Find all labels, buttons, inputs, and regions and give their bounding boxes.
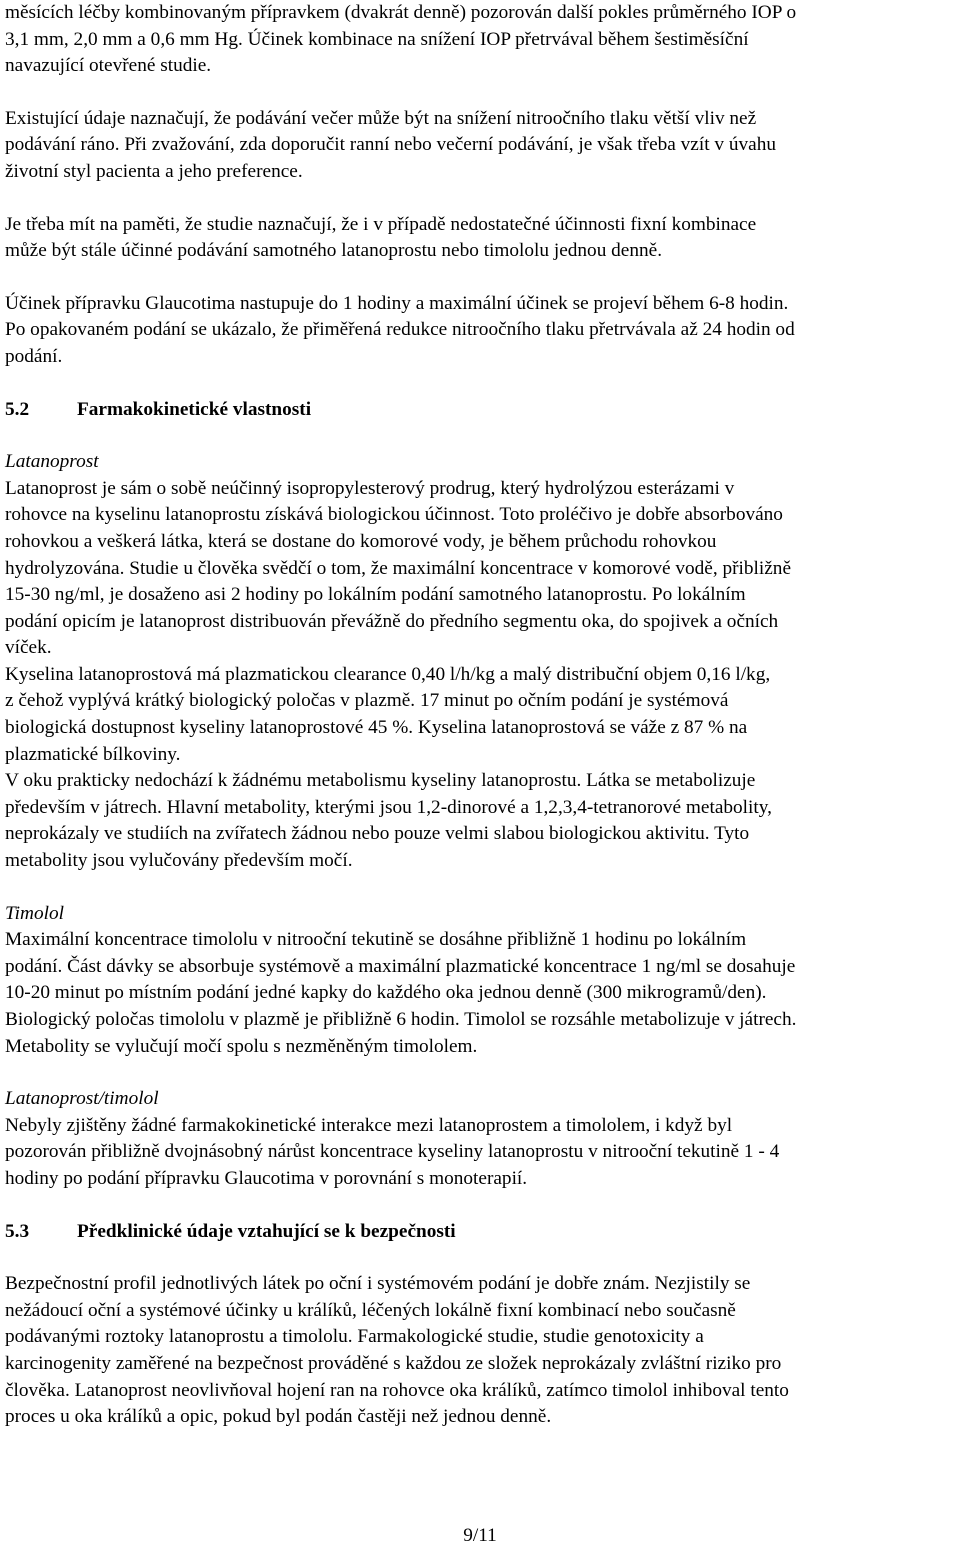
text-line: Existující údaje naznačují, že podávání večer může být na snížení nitroočního tlaku větší vliv než — [5, 107, 757, 129]
subheading-latanoprost-timolol: Latanoprost/timolol — [5, 1088, 159, 1110]
text-line: biologická dostupnost kyseliny latanoprostové 45 %. Kyselina latanoprostová se váže z 87 % na — [5, 717, 748, 739]
text-line: především v játrech. Hlavní metabolity, kterými jsou 1,2-dinorové a 1,2,3,4-tetranorové metabolity, — [5, 796, 772, 818]
text-line: podání. — [5, 345, 63, 367]
text-line: životní styl pacienta a jeho preference. — [5, 160, 303, 182]
text-line: nežádoucí oční a systémové účinky u králíků, léčených lokálně fixní kombinací nebo současně — [5, 1299, 736, 1321]
section-title: Předklinické údaje vztahující se k bezpečnosti — [77, 1220, 456, 1242]
text-line: Metabolity se vylučují močí spolu s nezměněným timololem. — [5, 1035, 478, 1057]
text-line: měsících léčby kombinovaným přípravkem (dvakrát denně) pozorován další pokles průměrného IOP o — [5, 2, 797, 23]
text-line: 3,1 mm, 2,0 mm a 0,6 mm Hg. Účinek kombinace na snížení IOP přetrvával během šestiměsíční — [5, 28, 749, 50]
text-line: Po opakovaném podání se ukázalo, že přiměřená redukce nitroočního tlaku přetrvávala až 24 hodin od — [5, 319, 795, 341]
text-line: podávanými roztoky latanoprostu a timololu. Farmakologické studie, studie genotoxicity a — [5, 1326, 704, 1348]
subheading-timolol: Timolol — [5, 902, 64, 924]
text-line: neprokázaly ve studiích na zvířatech žádnou nebo pouze velmi slabou biologickou aktivitu. Tyto — [5, 823, 750, 845]
text-line: Maximální koncentrace timololu v nitrooční tekutině se dosáhne přibližně 1 hodinu po lokálním — [5, 929, 747, 951]
section-heading-pharmacokinetics — [5, 397, 960, 424]
text-line: 15-30 ng/ml, je dosaženo asi 2 hodiny po lokálním podání samotného latanoprostu. Po lokálním — [5, 584, 746, 606]
text-line: člověka. Latanoprost neovlivňoval hojení ran na rohovce oka králíků, zatímco timolol inhiboval tento — [5, 1379, 789, 1401]
paragraph-preclinical-safety — [5, 1271, 960, 1431]
text-line: 10-20 minut po místním podání jedné kapky do každého oka jednou denně (300 mikrogramů/den). — [5, 982, 767, 1004]
text-line: karcinogenity zaměřené na bezpečnost prováděné s každou ze složek neprokázaly zvláštní riziko pro — [5, 1352, 782, 1374]
text-line: podání. Část dávky se absorbuje systémově a maximální plazmatické koncentrace 1 ng/ml se dosahuje — [5, 955, 796, 977]
text-line: z čehož vyplývá krátký biologický poločas v plazmě. 17 minut po očním podání je systémová — [5, 690, 729, 712]
text-line: pozorován přibližně dvojnásobný nárůst koncentrace kyseliny latanoprostu v nitrooční tekutině 1 - 4 — [5, 1141, 780, 1163]
text-line: podávání ráno. Při zvažování, zda doporučit ranní nebo večerní podávání, je však třeba vzít v úvahu — [5, 134, 776, 156]
text-line: navazující otevřené studie. — [5, 55, 212, 77]
text-line: metabolity jsou vylučovány především močí. — [5, 850, 353, 872]
text-line: podání opicím je latanoprost distribuován převážně do předního segmentu oka, do spojivek a očních — [5, 610, 779, 632]
text-line: Je třeba mít na paměti, že studie naznačují, že i v případě nedostatečné účinnosti fixní kombinace — [5, 213, 757, 235]
text-line: rohovce na kyselinu latanoprostu získává biologickou účinnost. Toto proléčivo je dobře absorbováno — [5, 504, 783, 526]
paragraph-onset-of-effect — [5, 291, 960, 371]
section-number: 5.3 — [5, 1220, 30, 1242]
text-line: Účinek přípravku Glaucotima nastupuje do 1 hodiny a maximální účinek se projeví během 6-8 hodin. — [5, 292, 789, 314]
paragraph-latanoprost — [5, 476, 960, 875]
text-line: proces u oka králíků a opic, pokud byl podán častěji než jednou denně. — [5, 1406, 552, 1428]
subheading-latanoprost: Latanoprost — [5, 451, 99, 473]
text-line: plazmatické bílkoviny. — [5, 743, 181, 765]
page-number: 9/11 — [463, 1525, 497, 1546]
section-title: Farmakokinetické vlastnosti — [77, 398, 312, 420]
text-line: rohovkou a veškerá látka, která se dostane do komorové vody, je během průchodu rohovkou — [5, 530, 717, 552]
text-line: hydrolyzována. Studie u člověka svědčí o tom, že maximální koncentrace v komorové vodě, přibližně — [5, 557, 792, 579]
text-line: hodiny po podání přípravku Glaucotima v porovnání s monoterapií. — [5, 1167, 528, 1189]
text-line: může být stále účinné podávání samotného latanoprostu nebo timololu jednou denně. — [5, 240, 663, 262]
paragraph-combination-results — [5, 0, 960, 80]
text-line: V oku prakticky nedochází k žádnému metabolismu kyseliny latanoprostu. Látka se metabolizuje — [5, 770, 756, 792]
paragraph-monotherapy-note — [5, 212, 960, 265]
section-number: 5.2 — [5, 398, 30, 420]
text-line: Kyselina latanoprostová má plazmatickou clearance 0,40 l/h/kg a malý distribuční objem 0,16 l/kg, — [5, 663, 771, 685]
paragraph-evening-dosing — [5, 106, 960, 186]
document-page — [5, 0, 960, 1431]
text-line: Biologický poločas timololu v plazmě je přibližně 6 hodin. Timolol se rozsáhle metabolizuje v játrech. — [5, 1009, 797, 1030]
text-line: Bezpečnostní profil jednotlivých látek po oční i systémovém podání je dobře znám. Nezjistily se — [5, 1273, 751, 1295]
text-line: víček. — [5, 637, 52, 659]
text-line: Latanoprost je sám o sobě neúčinný isopropylesterový prodrug, který hydrolýzou esterázami v — [5, 477, 735, 499]
paragraph-combination-interaction — [5, 1113, 960, 1193]
section-heading-preclinical — [5, 1219, 960, 1246]
paragraph-timolol — [5, 927, 960, 1060]
text-line: Nebyly zjištěny žádné farmakokinetické interakce mezi latanoprostem a timololem, i když byl — [5, 1114, 733, 1136]
